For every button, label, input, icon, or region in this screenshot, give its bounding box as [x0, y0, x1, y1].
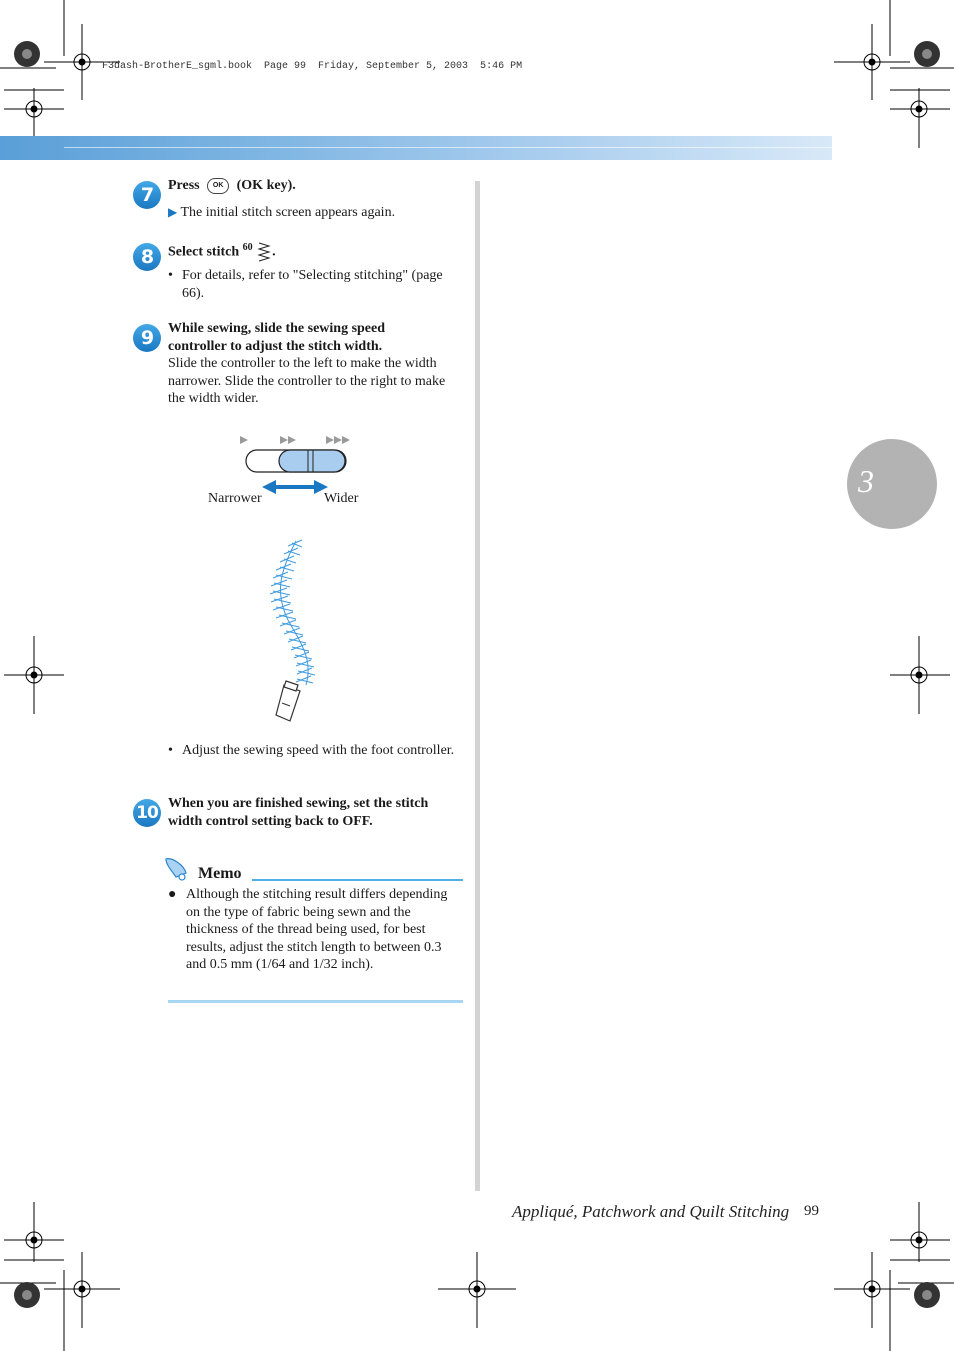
slider-knob: [279, 450, 345, 472]
column-divider: [475, 181, 480, 1191]
result-arrow-icon: ▶: [168, 205, 178, 219]
zigzag-seam-illustration: [258, 535, 338, 730]
speed-slow-icon: [240, 436, 248, 444]
memo-title: Memo: [198, 865, 242, 882]
page-number: 99: [804, 1203, 819, 1219]
step-9-badge: 9: [133, 324, 161, 352]
step-8-badge: 8: [133, 243, 161, 271]
ok-key-icon: OK: [207, 178, 229, 194]
step-7-ok: (OK key).: [236, 178, 296, 193]
step-7-badge: 7: [133, 181, 161, 209]
step-7-result: ▶ The initial stitch screen appears again.: [168, 205, 396, 220]
wider-label: Wider: [324, 491, 359, 506]
memo-bottom-rule: [168, 1000, 463, 1003]
memo-bell-icon: [162, 855, 190, 881]
chapter-number: 3: [858, 463, 874, 499]
step-9-title: While sewing, slide the sewing speed controller to adjust the stitch width.: [168, 321, 386, 354]
speed-fast-icon: [326, 436, 334, 444]
speed-slider-figure: [200, 430, 380, 495]
stitch-number: 60: [242, 242, 253, 253]
step-8-title: Select stitch $^{60}$ .: [168, 239, 468, 263]
presser-foot-icon: [276, 681, 300, 721]
narrower-label: Narrower: [208, 491, 262, 506]
step-8-bullet: • For details, refer to "Selecting stitching" (page 66).: [168, 268, 443, 301]
foot-controller-bullet: • Adjust the sewing speed with the foot controller.: [168, 743, 455, 758]
print-header: F3dash-BrotherE_sgml.book Page 99 Friday, September 5, 2003 5:46 PM: [102, 61, 523, 72]
zigzag-stitch-icon: [256, 241, 272, 263]
step-7-press: Press: [168, 178, 200, 193]
step-10-badge: 10: [133, 799, 161, 827]
header-band: [0, 136, 832, 160]
speed-medium-icon: [280, 436, 288, 444]
memo-title-rule: [252, 879, 463, 881]
step-10-title: When you are finished sewing, set the stitch width control setting back to OFF.: [168, 796, 429, 829]
memo-bullet-icon: ●: [168, 887, 177, 902]
step-7-title: [168, 177, 468, 195]
step-9-body: Slide the controller to the left to make the width narrower. Slide the controller to the right to make the width wider.: [168, 356, 446, 406]
memo-text: ● Although the stitching result differs depending on the type of fabric being sewn and the thickness of the thread being used, for best results, adjust the stitch length to between 0.3 and 0.5 mm (1/64 and 1/32 inch).: [168, 887, 448, 972]
double-arrow-icon: [262, 480, 328, 494]
header-band-line: [64, 147, 832, 148]
footer-title: Appliqué, Patchwork and Quilt Stitching: [512, 1202, 790, 1221]
